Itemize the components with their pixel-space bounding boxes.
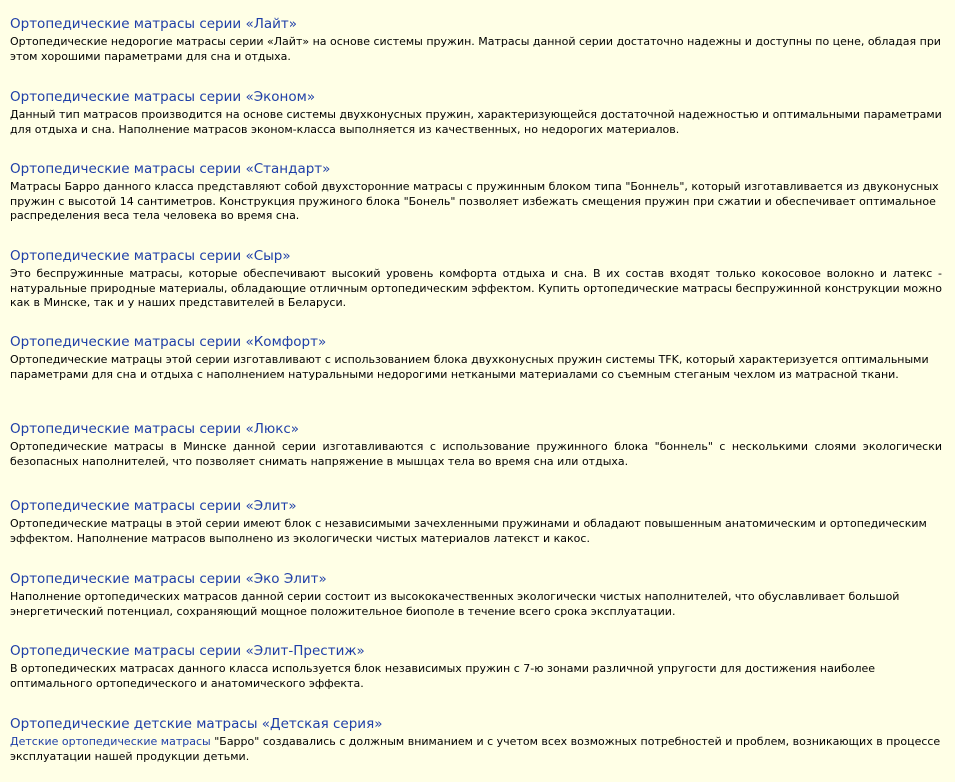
section-title-link[interactable]: Ортопедические матрасы серии «Элит» [10, 498, 297, 514]
section-elit [10, 497, 942, 546]
section-title-link[interactable]: Ортопедические матрасы серии «Комфорт» [10, 334, 327, 350]
section-elit-prestizh [10, 642, 942, 691]
section-title-link[interactable]: Ортопедические матрасы серии «Элит-Престиж» [10, 643, 365, 659]
section-light [10, 15, 942, 64]
section-description: Ортопедические недорогие матрасы серии «Лайт» на основе системы пружин. Матрасы данной серии достаточно надежны и доступны по цене, обладая при этом хорошими параметрами для сна и отдыха. [10, 35, 941, 63]
section-description: Ортопедические матрацы в этой серии имеют блок с независимыми зачехленными пружинами и обладают повышенным анатомическим и ортопедическим эффектом. Наполнение матрасов выполнено из экологически чистых материалов латекст и какос. [10, 517, 927, 545]
section-description: Данный тип матрасов производится на основе системы двухконусных пружин, характеризующейся достаточной надежностью и оптимальными параметрами для отдыха и сна. Наполнение матрасов эконом-класса выполняется из качественных, но недорогих материалов. [10, 108, 942, 136]
detskie-matrasy-link[interactable]: Детские ортопедические матрасы [10, 735, 211, 748]
section-description: Матрасы Барро данного класса представляют собой двухсторонние матрасы с пружинным блоком типа "Боннель", который изготавливается из двуконусных пружин с высотой 14 сантиметров. Конструкция пружиного блока "Бонель" позволяет избежать смещения пружин при сжатии и обеспечивает оптимальное распределения веса тела человека во время сна. [10, 180, 939, 222]
section-title-link[interactable]: Ортопедические матрасы серии «Стандарт» [10, 161, 331, 177]
section-description: В ортопедических матрасах данного класса используется блок независимых пружин с 7-ю зонами различной упругости для достижения наиболее оптимального ортопедического и анатомического эффекта. [10, 662, 876, 690]
section-komfort [10, 333, 942, 382]
section-econom [10, 88, 942, 137]
section-title-link[interactable]: Ортопедические матрасы серии «Лайт» [10, 16, 298, 32]
section-description [10, 735, 942, 764]
section-description: Наполнение ортопедических матрасов данной серии состоит из высококачественных экологически чистых наполнителей, что обуславливает большой энергетический потенциал, сохраняющий мощное положительное биополе в течение всего срока эксплуатации. [10, 590, 900, 618]
section-detskaya [10, 715, 942, 764]
section-syr [10, 247, 942, 311]
section-lux [10, 420, 942, 469]
section-description: Ортопедические матрацы этой серии изготавливают с использованием блока двухконусных пружин системы TFK, который характеризуется оптимальными параметрами для сна и отдыха с наполнением натуральными недорогими неткаными материалами со съемным стеганым чехлом из матрасной ткани. [10, 353, 929, 381]
section-title-link[interactable]: Ортопедические матрасы серии «Сыр» [10, 248, 291, 264]
section-eko-elit [10, 570, 942, 619]
section-standart [10, 160, 942, 224]
section-title-link[interactable]: Ортопедические матрасы серии «Эко Элит» [10, 571, 327, 587]
section-description: Это беспружинные матрасы, которые обеспечивают высокий уровень комфорта отдыха и сна. В их состав входят только кокосовое волокно и латекс - натуральные природные материалы, обладающие отличным ортопедическим эффектом. Купить ортопедические матрасы беспружинной конструкции можно как в Минске, так и у наших представителей в Беларуси. [10, 267, 942, 309]
section-description-text: "Барро" создавались с должным вниманием и с учетом всех возможных потребностей и проблем, возникающих в процессе эксплуатации нашей продукции детьми. [10, 735, 941, 763]
section-title-link[interactable]: Ортопедические матрасы серии «Эконом» [10, 89, 316, 105]
section-description: Ортопедические матрасы в Минске данной серии изготавливаются с использование пружинного блока "боннель" с несколькими слоями экологически безопасных наполнителей, что позволяет снимать напряжение в мышцах тела во время сна или отдыха. [10, 440, 942, 468]
section-title-link[interactable]: Ортопедические детские матрасы «Детская серия» [10, 716, 383, 732]
section-title-link[interactable]: Ортопедические матрасы серии «Люкс» [10, 421, 300, 437]
